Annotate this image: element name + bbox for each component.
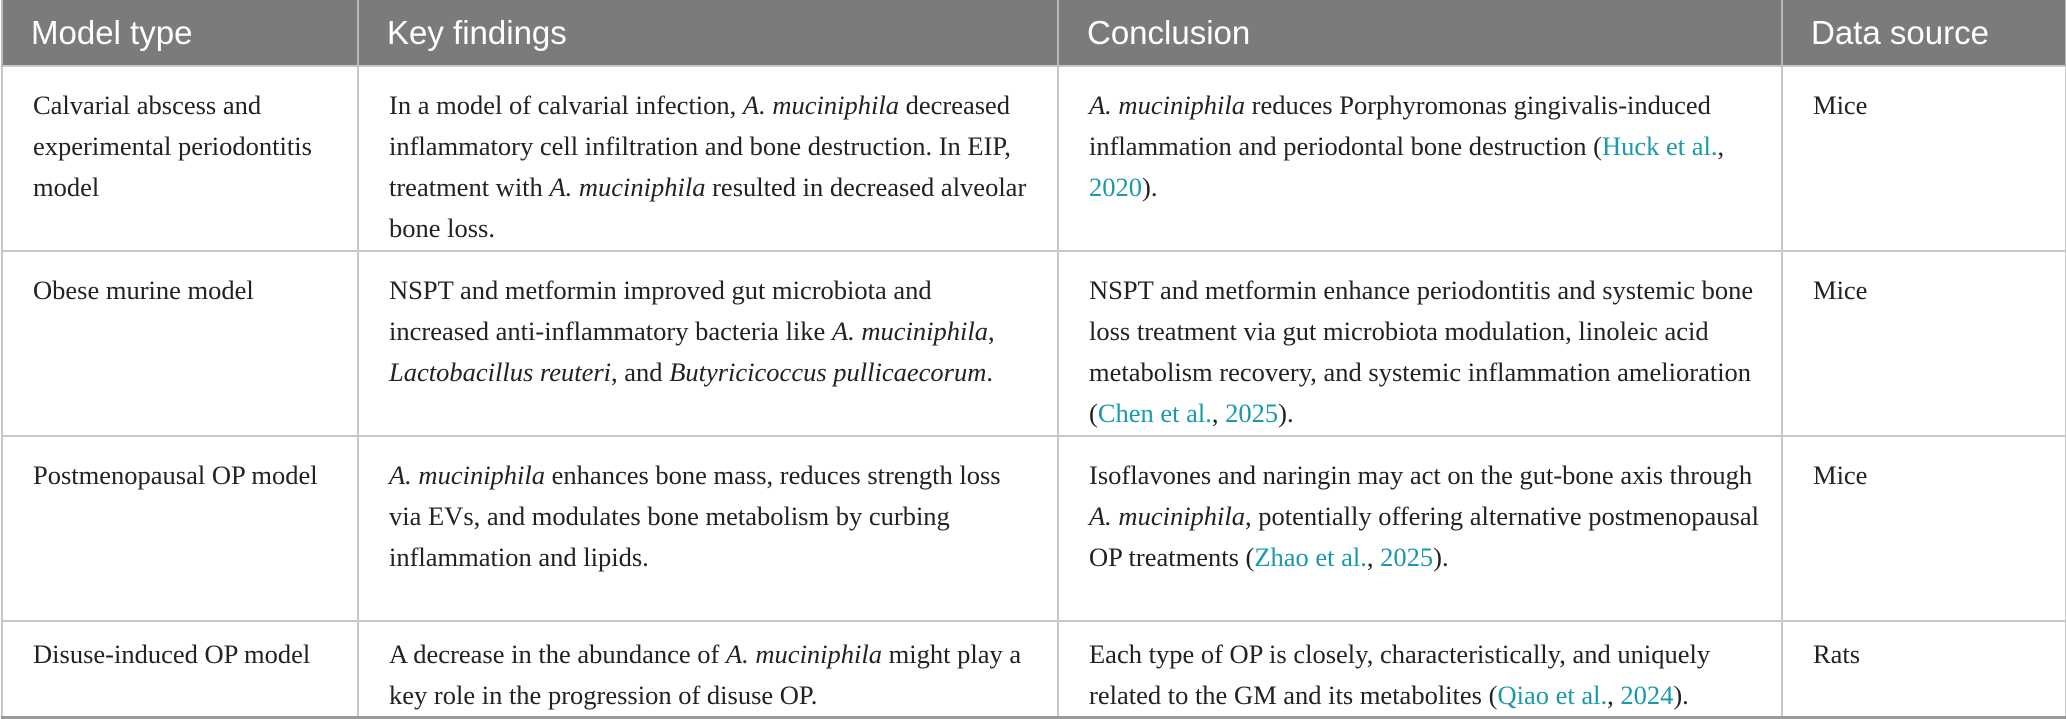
header-data-source: Data source <box>1782 0 2066 66</box>
key-findings-cell <box>358 621 1058 718</box>
model-type-cell: Obese murine model <box>2 251 358 436</box>
key-findings-cell <box>358 436 1058 621</box>
header-conclusion: Conclusion <box>1058 0 1782 66</box>
header-key-findings: Key findings <box>358 0 1058 66</box>
text-segment: , <box>1366 542 1381 572</box>
species-name: A. muciniphila <box>831 316 988 346</box>
text-segment: In a model of calvarial infection, <box>389 90 743 120</box>
conclusion-cell <box>1058 251 1782 436</box>
species-name: A. muciniphila <box>549 172 706 202</box>
text-segment: , <box>1717 131 1725 161</box>
text-segment: ). <box>1673 680 1689 710</box>
text-segment: ). <box>1142 172 1158 202</box>
species-name: A. muciniphila <box>389 460 546 490</box>
species-name: A. muciniphila <box>742 90 899 120</box>
model-type-cell: Disuse-induced OP model <box>2 621 358 718</box>
findings-table <box>1 0 2066 719</box>
text-segment: A decrease in the abundance of <box>389 639 726 669</box>
text-segment: might play a key role in the progression of disuse OP. <box>389 639 1022 710</box>
text-segment: decreased inflammatory cell infiltration and bone destruction. In EIP, treatment with <box>389 90 1011 202</box>
data-source-cell: Mice <box>1782 66 2066 251</box>
text-segment: , <box>987 316 995 346</box>
citation-link[interactable]: Qiao et al. <box>1497 680 1608 710</box>
text-segment: , and <box>611 357 670 387</box>
text-segment: enhances bone mass, reduces strength loss via EVs, and modulates bone metabolism by curbing inflammation and lipids. <box>389 460 1001 572</box>
model-type-cell: Calvarial abscess and experimental periodontitis model <box>2 66 358 251</box>
table-row <box>2 621 2066 718</box>
text-segment: , potentially offering alternative postmenopausal OP treatments ( <box>1089 501 1759 572</box>
text-segment: resulted in decreased alveolar bone loss. <box>389 172 1027 243</box>
species-name: A. muciniphila <box>1089 501 1246 531</box>
text-segment: NSPT and metformin enhance periodontitis and systemic bone loss treatment via gut microbiota modulation, linoleic acid metabolism recovery, and systemic inflammation amelioration ( <box>1089 275 1754 428</box>
citation-link[interactable]: Zhao et al. <box>1254 542 1367 572</box>
citation-link[interactable]: 2025 <box>1225 398 1279 428</box>
conclusion-cell <box>1058 621 1782 718</box>
citation-link[interactable]: Huck et al. <box>1601 131 1718 161</box>
text-segment: Each type of OP is closely, characteristically, and uniquely related to the GM and its metabolites ( <box>1089 639 1711 710</box>
data-source-cell: Mice <box>1782 436 2066 621</box>
text-segment: , <box>1607 680 1621 710</box>
text-segment: ). <box>1278 398 1294 428</box>
text-segment: . <box>986 357 993 387</box>
species-name: Butyricicoccus pullicaecorum <box>669 357 987 387</box>
text-segment: reduces Porphyromonas gingivalis-induced inflammation and periodontal bone destruction ( <box>1089 90 1711 161</box>
text-segment: Isoflavones and naringin may act on the gut-bone axis through <box>1089 460 1753 490</box>
table-row <box>2 251 2066 436</box>
citation-link[interactable]: 2025 <box>1380 542 1434 572</box>
table-row <box>2 66 2066 251</box>
citation-link[interactable]: Chen et al. <box>1097 398 1212 428</box>
model-type-cell: Postmenopausal OP model <box>2 436 358 621</box>
data-source-cell: Mice <box>1782 251 2066 436</box>
text-segment: , <box>1211 398 1226 428</box>
conclusion-cell <box>1058 436 1782 621</box>
data-source-cell: Rats <box>1782 621 2066 718</box>
text-segment: NSPT and metformin improved gut microbiota and increased anti-inflammatory bacteria like <box>389 275 932 346</box>
species-name: Lactobacillus reuteri <box>389 357 612 387</box>
species-name: A. muciniphila <box>725 639 883 669</box>
header-row <box>2 0 2066 66</box>
species-name: A. muciniphila <box>1089 90 1246 120</box>
key-findings-cell <box>358 251 1058 436</box>
key-findings-cell <box>358 66 1058 251</box>
table-row <box>2 436 2066 621</box>
citation-link[interactable]: 2020 <box>1089 172 1142 202</box>
text-segment: ). <box>1433 542 1449 572</box>
header-model-type: Model type <box>2 0 358 66</box>
citation-link[interactable]: 2024 <box>1620 680 1674 710</box>
conclusion-cell <box>1058 66 1782 251</box>
